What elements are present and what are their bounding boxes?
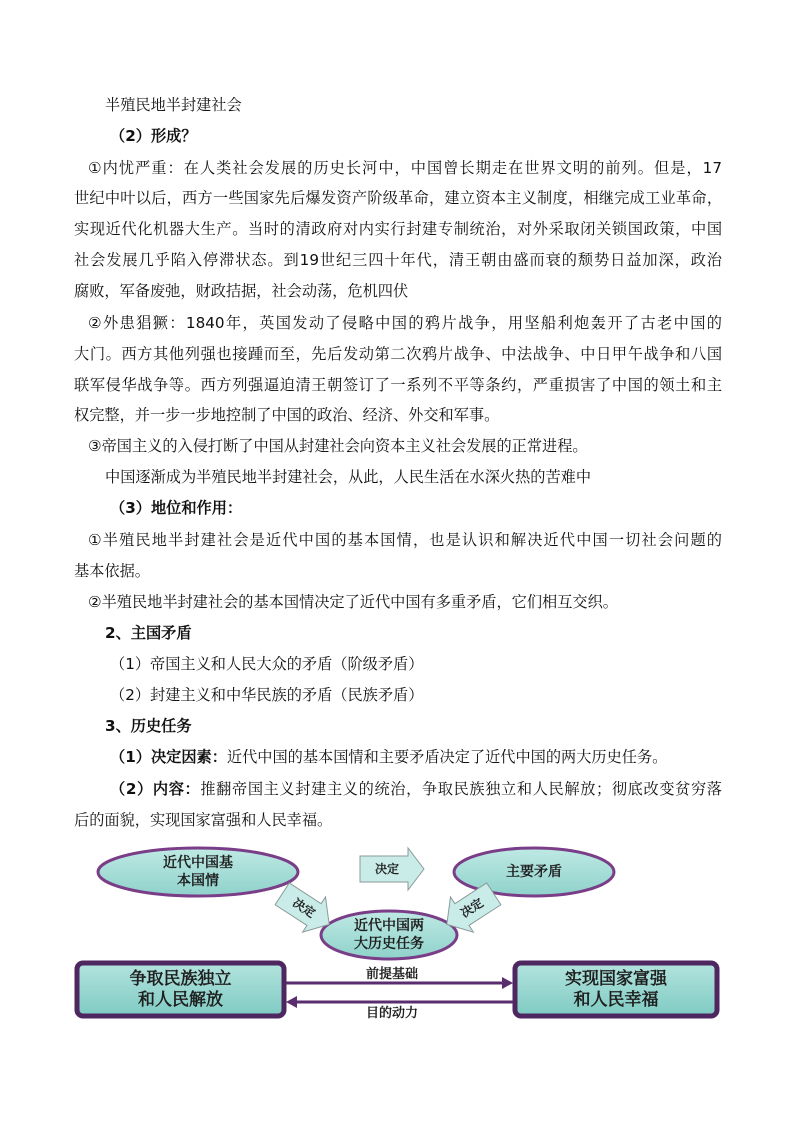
history-tasks-diagram [72, 842, 722, 1024]
arrow-premise-label: 前提基础 [365, 967, 418, 982]
box-prosperity-label [515, 969, 717, 1011]
arrow-top-label: 决定 [374, 862, 399, 876]
section-heading: （3）地位和作用： [110, 499, 243, 517]
box-independence-label [77, 969, 284, 1011]
task2-label: （2）内容： [110, 780, 201, 798]
text-line: 基本依据。 [74, 562, 150, 580]
text-line: 世纪中叶以后，西方一些国家先后爆发资产阶级革命，建立资本主义制度，相继完成工业革命， [74, 189, 722, 207]
text-line: 后的面貌，实现国家富强和人民幸福。 [74, 811, 333, 829]
text-line: 联军侵华战争等。西方列强逼迫清王朝签订了一系列不平等条约，严重损害了中国的领土和主 [74, 376, 722, 394]
text-line: （1）帝国主义和人民大众的矛盾（阶级矛盾） [110, 655, 424, 673]
oval-historical-tasks-label [339, 917, 439, 953]
label-line: 争取民族独立 [129, 969, 232, 989]
task1-label: （1）决定因素： [110, 748, 227, 766]
label-line: 近代中国两 [354, 918, 424, 934]
oval-basic-condition-label [148, 854, 248, 890]
task2-text: 推翻帝国主义封建主义的统治，争取民族独立和人民解放；彻底改变贫穷落 [200, 780, 722, 798]
text-line: （2）封建主义和中华民族的矛盾（民族矛盾） [110, 686, 424, 704]
task1-text: 近代中国的基本国情和主要矛盾决定了近代中国的两大历史任务。 [226, 748, 668, 766]
text-line: ①半殖民地半封建社会是近代中国的基本国情，也是认识和解决近代中国一切社会问题的 [88, 531, 722, 549]
arrow-purpose-label: 目的动力 [365, 1006, 418, 1021]
label-line: 近代中国基 [163, 855, 233, 871]
arrow-right-label: 决定 [458, 895, 486, 921]
section-heading: 3、历史任务 [105, 717, 192, 735]
text-line: 社会发展几乎陷入停滞状态。到19世纪三四十年代，清王朝由盛而衰的颓势日益加深，政治 [74, 251, 722, 269]
section-heading: （2）形成？ [110, 127, 197, 145]
text-line: 权完整，并一步一步地控制了中国的政治、经济、外交和军事。 [74, 406, 500, 424]
text-line: 腐败，军备废弛，财政拮据，社会动荡，危机四伏 [74, 282, 409, 300]
text-line: ②半殖民地半封建社会的基本国情决定了近代中国有多重矛盾，它们相互交织。 [88, 593, 618, 611]
label-line: 大历史任务 [354, 936, 424, 952]
text-line: 实现近代化机器大生产。当时的清政府对内实行封建专制统治，对外采取闭关锁国政策，中国 [74, 220, 722, 238]
text-line: ①内忧严重：在人类社会发展的历史长河中，中国曾长期走在世界文明的前列。但是，17 [88, 159, 722, 177]
text-line: ②外患猖獗：1840年，英国发动了侵略中国的鸦片战争，用坚船利炮轰开了古老中国的 [88, 314, 722, 332]
text-line: ③帝国主义的入侵打断了中国从封建社会向资本主义社会发展的正常进程。 [88, 437, 588, 455]
text-line: 中国逐渐成为半殖民地半封建社会，从此，人民生活在水深火热的苦难中 [105, 468, 591, 486]
arrow-left-label: 决定 [290, 895, 318, 921]
label-line: 本国情 [177, 873, 219, 889]
text-line: 半殖民地半封建社会 [105, 96, 242, 114]
text-line [110, 778, 722, 800]
text-line: 大门。西方其他列强也接踵而至，先后发动第二次鸦片战争、中法战争、中日甲午战争和八国 [74, 345, 722, 363]
label-line: 实现国家富强 [565, 969, 667, 989]
section-heading: 2、主国矛盾 [105, 624, 192, 642]
text-line [110, 746, 667, 768]
label-line: 和人民幸福 [573, 990, 659, 1010]
label-line: 和人民解放 [138, 990, 223, 1010]
oval-main-contradiction-label: 主要矛盾 [506, 864, 562, 880]
